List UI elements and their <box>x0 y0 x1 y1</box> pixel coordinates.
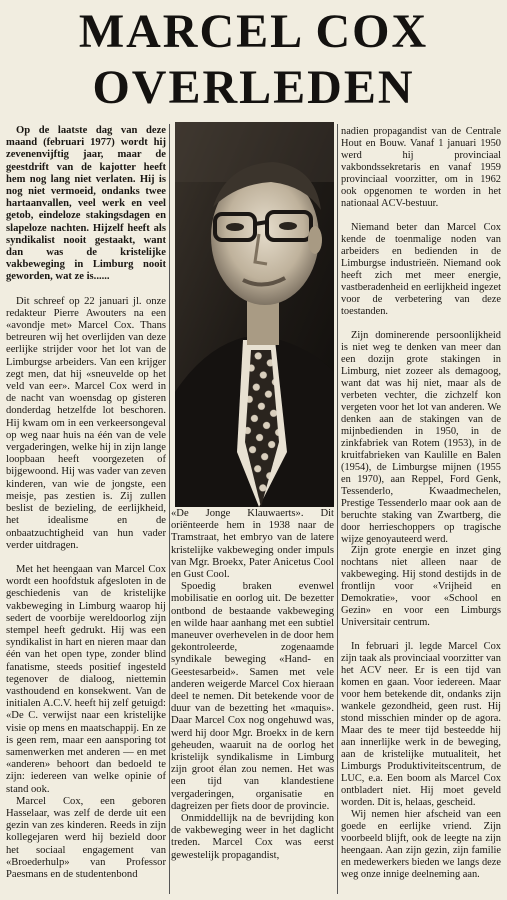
headline-line-2: OVERLEDEN <box>92 61 415 114</box>
article-paragraph: Zijn grote energie en inzet ging nochtans niet alleen naar de vakbeweging. Hij stond destijds in de frontlijn voor «Vrijheid en Demokratie», voor «School en Gezin» en voor een Limburgs Universitair centrum. <box>341 545 501 629</box>
headline-line-1: MARCEL COX <box>78 5 429 58</box>
article-paragraph: Spoedig braken evenwel mobilisatie en oorlog uit. De bezetter ontbond de bestaande vakbeweging en wilde haar aanhang met een subtiel maneuver overhevelen in de door hem gekontroleerde, zogenaamde syndikale beweging «Hand- en Geestesarbeid». Samen met vele anderen weigerde Marcel Cox hieraan deel te nemen. Dit betekende voor de duur van de bezetting het «maquis». Daar Marcel Cox nog ongehuwd was, werd hij door Mgr. Broekx in de kern geheuden, waaruit na de oorlog het kristelijk syndikalisme in Limburg zijn groot élan zou nemen. Het was een tijd van klandestiene vergaderingen, organisatie en dagreizen per fiets door de provincie. <box>171 581 334 812</box>
article-paragraph: Op de laatste dag van deze maand (februari 1977) wordt hij zevenenvijftig jaar, maar de geestdrift van de kajotter heeft hem nog lang niet verlaten. Hij is nog niet vermoeid, ondanks twee hartaanvallen, veel werk en veel getob, eindeloze stakingsdagen en slapeloze nachten. Hijzelf heeft als syndikalist nooit gestaakt, want dan was de kristelijke vakbeweging in Limburg nooit geworden, wat ze is...... <box>6 125 166 283</box>
text-column-3 <box>341 126 501 881</box>
text-column-1 <box>6 125 166 881</box>
article-paragraph: Dit schreef op 22 januari jl. onze redakteur Pierre Awouters na een «avondje met» Marcel Cox. Thans betreuren wij het overlijden van deze eerlijke strijder voor het lot van de Limburgse arbeiders. Van een krijger zegt men, dat hij «sneuvelde op het veld van eer». Marcel Cox werd in de nacht van woensdag op gisteren donderdag hetzelfde lot beschoren. Hij kwam om in een verkeersongeval op weg naar huis na één van de vele vergaderingen, welke hij in zijn lange loopbaan heeft voorgezeten of bijgewoond. Hij was vader van zeven kinderen, van wie de jongste, een meisje, pas zestien is. Zij zullen beslist de bezieling, de eerlijkheid, het idealisme en de onbaatzuchtigheid van hun vader verder uitdragen. <box>6 295 166 551</box>
article-paragraph: In februari jl. legde Marcel Cox zijn taak als provinciaal voorzitter van het ACV neer. Er is een tijd van komen en gaan. Voor iedereen. Maar voor hem betekende dit, ondanks zijn wankele gezondheid, geen rust. Hij stond misschien minder op de agora. Maar des te meer tijd besteedde hij aan innerlijke werk in de beweging, aan de kristelijke mutualiteit, het Limburgs Produktiviteitscentrum, de LUC, e.a. Een boom als Marcel Cox ontbladert niet. Hij moet geveld worden. Dit is, helaas, gescheid. <box>341 641 501 809</box>
article-paragraph: Onmiddellijk na de bevrijding kon de vakbeweging weer in het daglicht treden. Marcel Cox was eerst gewestelijk propagandist, <box>171 813 334 861</box>
article-paragraph: Niemand beter dan Marcel Cox kende de toenmalige noden van arbeiders en bedienden in de Limburgse industrieën. Niemand ook heeft zich met meer energie, vastberadenheid en eerlijkheid ingezet voor de verbetering van deze toestanden. <box>341 221 501 317</box>
column-rule-right <box>337 124 338 894</box>
column-rule-left <box>169 124 170 894</box>
article-paragraph: Met het heengaan van Marcel Cox wordt een hoofdstuk afgesloten in de geschiedenis van de kristelijke vakbeweging in Limburg waarop hij sedert de voorbije wereldoorlog zijn stempel heeft gedrukt. Hij was een syndikalist in hart en nieren maar dan één van het open type, zonder blind fanatisme, steeds positief ingesteld tegenover de dialoog, niettemin vasthoudend en konsekwent. Van de initialen A.C.V. heeft hij zelf getuigd: «De C. verwijst naar een kristelijke visie op mens en maatschappij. En ze is geen rem, maar een aansporing tot samenwerken met anderen — en met «anderen» behoort dan bedoeld te zijn: iedereen van welke opinie of stand ook. <box>6 563 166 795</box>
article-paragraph: Zijn dominerende persoonlijkheid is niet weg te denken van meer dan een dozijn grote stakingen in Limburg, niet zozeer als demagoog, want dat was hij niet, maar als de verbeten vechter, die zichzelf kon vergeten voor het lot van anderen. We denken aan de stakingen van de mijnbedienden in 1950, in de zinkfabriek van Rotem (1953), in de kruitfabrieken van Kaulille en Balen (1954), de Limburgse mijnen (1955 en 1970), aan Reppel, Ford Genk, Tessenderlo, Kwaadmechelen, Prestige Tessenderlo maar ook aan de beruchte staking van Zwartberg, die door herrieschoppers op tragische wijze genoyauteerd werd. <box>341 329 501 545</box>
text-column-2 <box>171 508 334 862</box>
article-paragraph: «De Jonge Klauwaerts». Dit oriënteerde hem in 1938 naar de Tramstraat, het embryo van de latere kristelijke vakbeweging onder impuls van Mgr. Broekx, Pater Anicetus Cool en Gust Cool. <box>171 508 334 581</box>
article-paragraph: Wij nemen hier afscheid van een goede en eerlijke vriend. Zijn voorbeeld blijft, ook de leegte na zijn heengaan. Aan zijn gezin, zijn familie en medewerkers bieden we langs deze weg onze innige deelneming aan. <box>341 809 501 881</box>
portrait-photo <box>175 122 334 507</box>
article-paragraph: nadien propagandist van de Centrale Hout en Bouw. Vanaf 1 januari 1950 werd hij provinciaal vakbondssekretaris en vanaf 1959 provinciaal voorzitter, om in 1962 ook opgenomen te worden in het nationaal ACV-bestuur. <box>341 126 501 209</box>
article-paragraph: Marcel Cox, een geboren Hasselaar, was zelf de derde uit een gezin van zes kinderen. Reeds in zijn kollegejaren werd hij bezield door het sociaal engagement van «Broederhulp» van Professor Paesmans en de studentenbond <box>6 795 166 880</box>
